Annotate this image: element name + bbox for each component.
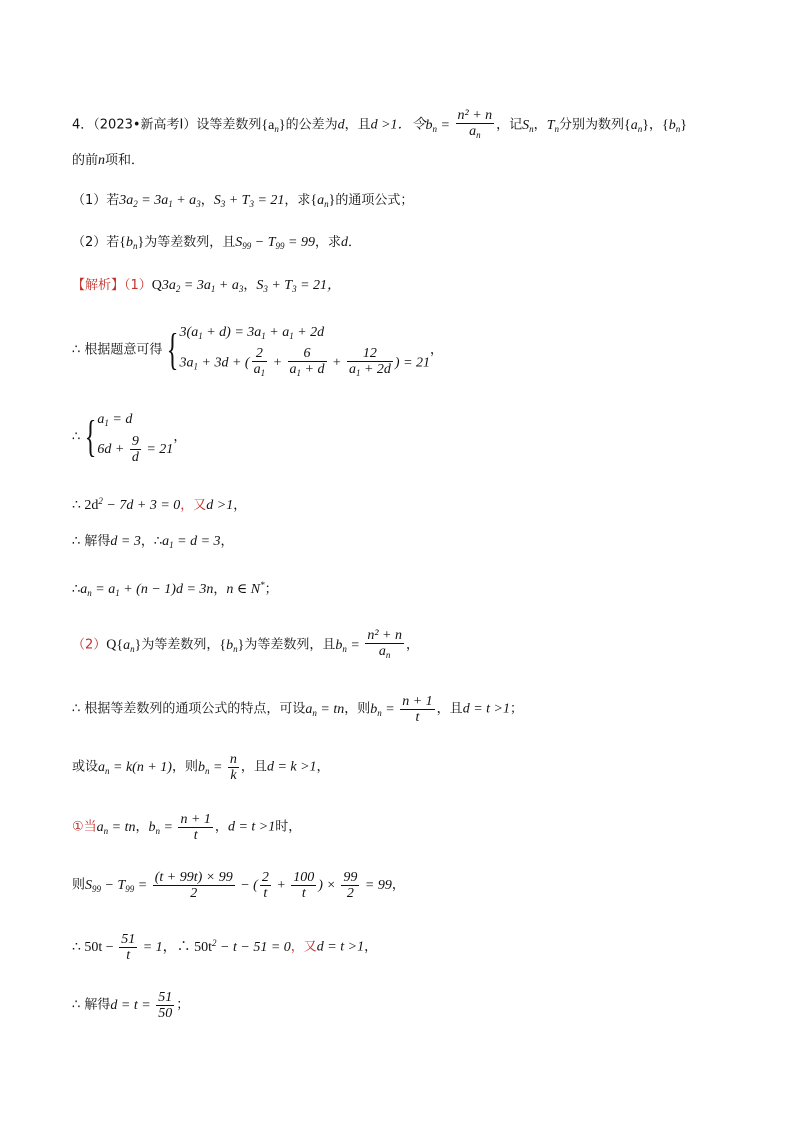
solution-case-1-line-4: ∴ 解得d = t = $\frac{51}{50}$ ； — [72, 990, 190, 1021]
solution-system-2: ∴ { $a_1 = d$ 6d + $\frac{9}{d}$ = 21 ， — [72, 412, 187, 466]
solution-line-4: ∴ $2d^2 - 7d + 3 = 0$，又d >1， — [72, 496, 247, 513]
solution-case-1-line-2: 则$S_{99} - T_{99}$ = $\frac{(t + 99t) \times 99}{2}$ − ( $\frac{2}{t}$ + $\frac{100}{t}$ ) × $\frac{99}{2}$ = 99， — [72, 870, 405, 901]
solution-part-2-line-2: ∴ 根据等差数列的通项公式的特点，可设$a_n$ = tn，则$b_n$ = $\frac{n + 1}{t}$ ，且d = t >1； — [72, 694, 523, 725]
problem-statement-line-2: 的前n项和． — [72, 153, 145, 168]
problem-number: 4． — [72, 117, 94, 133]
left-brace: { — [167, 325, 179, 374]
solution-system-1: ∴ 根据题意可得 { $3(a_1 + d) = 3a_1 + a_1 + 2d$ $3a_1 + 3d$ + ( $\frac{2}{a_1}$ + $\frac{6}{a_1 + d}$ + $\frac{12}{a_1 + 2d}$ ) = 21 ， — [72, 325, 444, 378]
solution-case-1-line-1: ①当$a_n$ = tn，$b_n$ = $\frac{n + 1}{t}$ ，d = t >1时， — [72, 812, 302, 843]
solution-line-6: $\therefore a_n = a_1 + (n - 1)d = 3n$，n ∈ N*； — [72, 580, 278, 598]
solution-part-2-line-3: 或设$a_n = k(n + 1)$，则$b_n$ = $\frac{n}{k}$ ，且d = k >1， — [72, 752, 330, 783]
part-1-question: （1）若$3a_2 = 3a_1 + a_3$，$S_3 + T_3 = 21$，求$\{a_n\}$的通项公式； — [72, 193, 414, 209]
solution-case-1-line-3: ∴ 50t − $\frac{51}{t}$ = 1，∴ $50t^2 - t - 51 = 0$，又d = t >1， — [72, 932, 378, 963]
solution-line-5: ∴ 解得d = 3，$\therefore a_1 = d = 3$， — [72, 534, 234, 550]
solution-line-1: 【解析】$(1)Q3a_2 = 3a_1 + a_3$，$S_3 + T_3 = 21$， — [72, 278, 342, 294]
problem-source: （2023•新高考Ⅰ） — [93, 117, 197, 133]
solution-part-2-line-1: $(2)Q\{a_n\}$为等差数列，$\{b_n\}$为等差数列，且$b_n$ = $\frac{\text{n² + n}}{a_n}$ ， — [72, 628, 419, 660]
solution-tag: 【解析】 — [72, 278, 125, 293]
problem-statement-line-1: 4．（2023•新高考Ⅰ）设等差数列$\{a_n\}$的公差为d，且d >1．令$b_n$ = $\frac{\text{n² + n}}{a_n}$ ，记$S_n$，$T_n$分别为数列$\{a_n\}$，$\{b_n\}$ — [72, 108, 754, 143]
part-2-question: （2）若$\{b_n\}$为等差数列，且$S_{99} - T_{99} = 99$，求d． — [72, 235, 361, 251]
bn-definition-fraction: $\frac{\text{n² + n}}{a_n}$ — [457, 108, 493, 140]
left-brace: { — [85, 412, 97, 461]
